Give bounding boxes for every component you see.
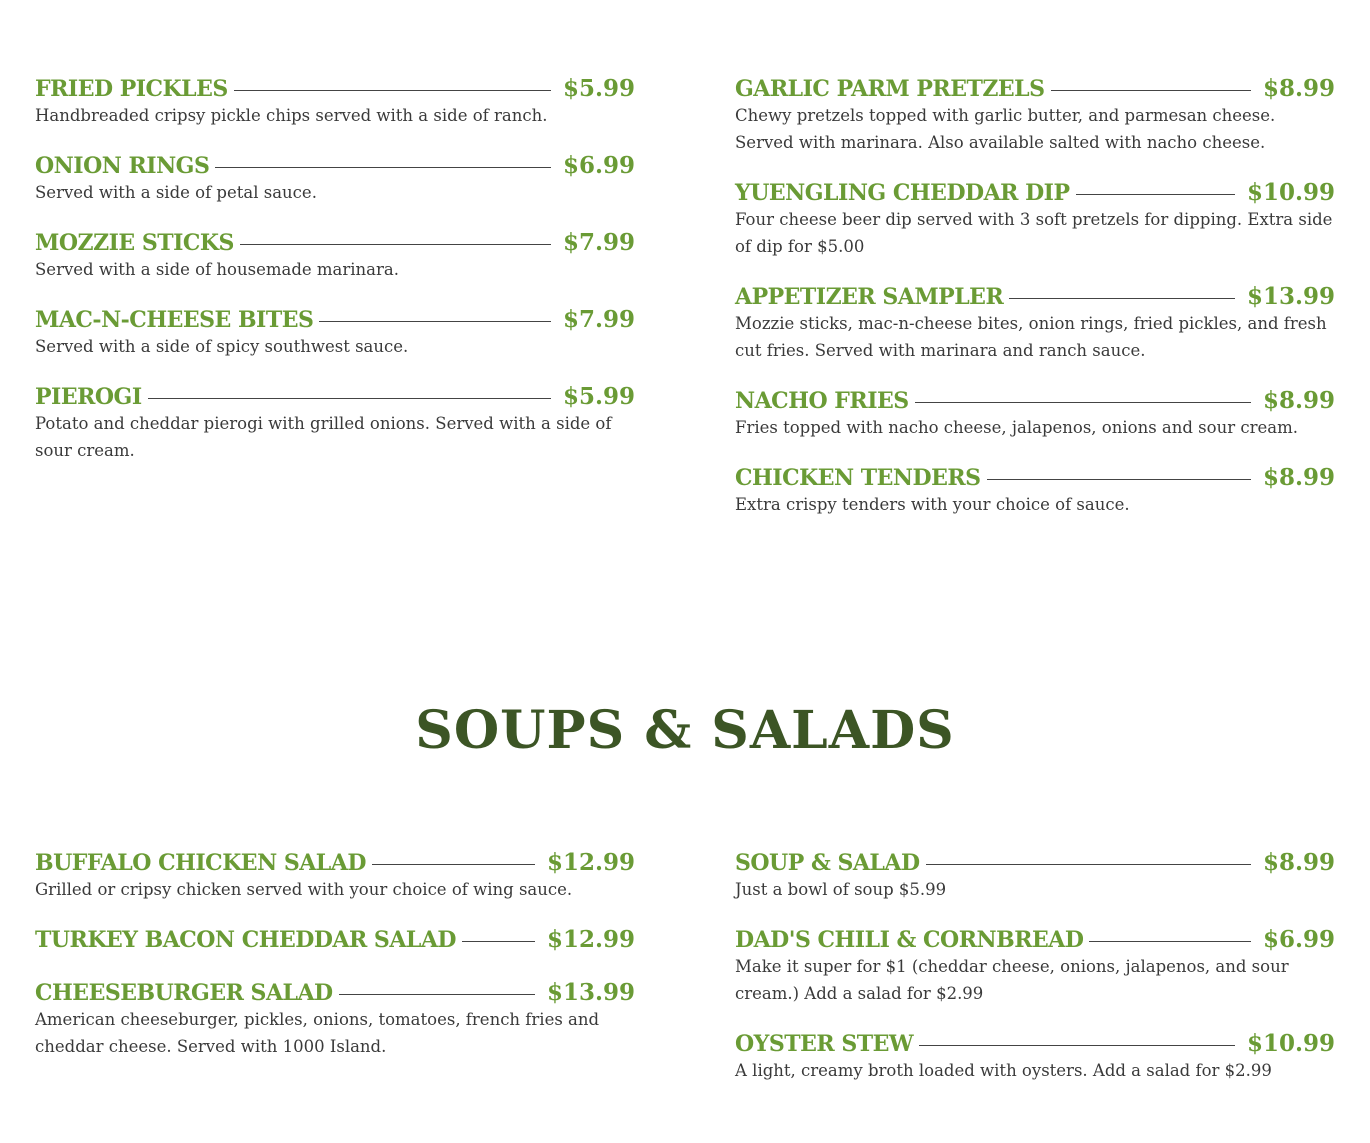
menu-item [735, 847, 1335, 903]
item-price: $6.99 [562, 152, 635, 179]
menu-item [35, 73, 635, 129]
menu-item-header [735, 385, 1335, 417]
item-description: Served with a side of petal sauce. [35, 183, 317, 202]
item-description: Handbreaded cripsy pickle chips served with a side of ranch. [35, 106, 548, 125]
section-title: SOUPS & SALADS [415, 700, 955, 761]
dotted-leader [1089, 941, 1251, 942]
item-price: $5.99 [562, 383, 635, 410]
appetizers-section [35, 73, 1335, 539]
dotted-leader [339, 994, 535, 995]
item-name: OYSTER STEW [735, 1031, 914, 1057]
item-price: $12.99 [546, 926, 635, 953]
menu-item-header [735, 281, 1335, 313]
appetizers-left-column [35, 73, 635, 539]
appetizers-right-column [735, 73, 1335, 539]
menu-item-header [735, 847, 1335, 879]
item-price: $8.99 [1262, 387, 1335, 414]
item-name: NACHO FRIES [735, 388, 909, 414]
item-price: $10.99 [1246, 1030, 1335, 1057]
menu-item [735, 385, 1335, 441]
item-name: YUENGLING CHEDDAR DIP [735, 180, 1070, 206]
item-price: $12.99 [546, 849, 635, 876]
dotted-leader [987, 479, 1251, 480]
item-description: Extra crispy tenders with your choice of sauce. [735, 495, 1130, 514]
menu-item-header [735, 1028, 1335, 1060]
item-name: MOZZIE STICKS [35, 230, 234, 256]
menu-item-header [35, 73, 635, 105]
item-name: APPETIZER SAMPLER [735, 284, 1004, 310]
item-price: $8.99 [1262, 849, 1335, 876]
dotted-leader [148, 398, 551, 399]
dotted-leader [1009, 298, 1235, 299]
item-price: $7.99 [562, 229, 635, 256]
menu-item [735, 281, 1335, 364]
soups-salads-left-column [35, 847, 635, 1105]
item-price: $5.99 [562, 75, 635, 102]
dotted-leader [919, 1045, 1235, 1046]
item-name: GARLIC PARM PRETZELS [735, 76, 1045, 102]
item-name: CHEESEBURGER SALAD [35, 980, 333, 1006]
item-price: $8.99 [1262, 464, 1335, 491]
menu-item-header [35, 227, 635, 259]
menu-item [735, 73, 1335, 156]
dotted-leader [319, 321, 551, 322]
menu-item [35, 924, 635, 956]
soups-salads-section [35, 847, 1335, 1105]
item-description: American cheeseburger, pickles, onions, tomatoes, french fries and cheddar cheese. Served with 1000 Island. [35, 1010, 600, 1056]
item-name: MAC-N-CHEESE BITES [35, 307, 314, 333]
menu-item [35, 227, 635, 283]
menu-item [735, 177, 1335, 260]
menu-item [35, 150, 635, 206]
dotted-leader [215, 167, 551, 168]
item-name: ONION RINGS [35, 153, 210, 179]
item-description: Make it super for $1 (cheddar cheese, onions, jalapenos, and sour cream.) Add a salad for $2.99 [735, 957, 1289, 1003]
menu-item [35, 304, 635, 360]
dotted-leader [462, 941, 535, 942]
menu-item-header [35, 150, 635, 182]
item-description: Chewy pretzels topped with garlic butter, and parmesan cheese. Served with marinara. Also available salted with nacho cheese. [735, 106, 1276, 152]
dotted-leader [240, 244, 551, 245]
menu-item-header [735, 924, 1335, 956]
item-name: SOUP & SALAD [735, 850, 920, 876]
dotted-leader [926, 864, 1251, 865]
menu-item-header [735, 462, 1335, 494]
menu-item-header [35, 304, 635, 336]
item-price: $8.99 [1262, 75, 1335, 102]
item-name: FRIED PICKLES [35, 76, 228, 102]
item-description: Fries topped with nacho cheese, jalapenos, onions and sour cream. [735, 418, 1298, 437]
menu-item-header [35, 381, 635, 413]
item-description: Mozzie sticks, mac-n-cheese bites, onion rings, fried pickles, and fresh cut fries. Served with marinara and ranch sauce. [735, 314, 1327, 360]
item-description: Four cheese beer dip served with 3 soft pretzels for dipping. Extra side of dip for $5.00 [735, 210, 1333, 256]
item-name: DAD'S CHILI & CORNBREAD [735, 927, 1084, 953]
soups-salads-right-column [735, 847, 1335, 1105]
menu-item [35, 977, 635, 1060]
item-description: Served with a side of spicy southwest sauce. [35, 337, 409, 356]
item-price: $13.99 [546, 979, 635, 1006]
item-price: $7.99 [562, 306, 635, 333]
item-price: $10.99 [1246, 179, 1335, 206]
item-name: CHICKEN TENDERS [735, 465, 981, 491]
menu-item-header [735, 177, 1335, 209]
item-price: $13.99 [1246, 283, 1335, 310]
item-description: A light, creamy broth loaded with oysters. Add a salad for $2.99 [735, 1061, 1272, 1080]
dotted-leader [1051, 90, 1251, 91]
menu-item-header [735, 73, 1335, 105]
menu-item-header [35, 847, 635, 879]
dotted-leader [1076, 194, 1235, 195]
menu-item [735, 924, 1335, 1007]
item-name: PIEROGI [35, 384, 142, 410]
dotted-leader [915, 402, 1251, 403]
dotted-leader [372, 864, 535, 865]
menu-item [35, 381, 635, 464]
menu-item [735, 462, 1335, 518]
item-description: Just a bowl of soup $5.99 [735, 880, 947, 899]
item-description: Served with a side of housemade marinara. [35, 260, 399, 279]
menu-item [735, 1028, 1335, 1084]
menu-item-header [35, 977, 635, 1009]
menu-item [35, 847, 635, 903]
menu-item-header [35, 924, 635, 956]
item-description: Grilled or cripsy chicken served with your choice of wing sauce. [35, 880, 573, 899]
item-name: BUFFALO CHICKEN SALAD [35, 850, 366, 876]
item-name: TURKEY BACON CHEDDAR SALAD [35, 927, 457, 953]
dotted-leader [234, 90, 551, 91]
item-price: $6.99 [1262, 926, 1335, 953]
item-description: Potato and cheddar pierogi with grilled onions. Served with a side of sour cream. [35, 414, 612, 460]
